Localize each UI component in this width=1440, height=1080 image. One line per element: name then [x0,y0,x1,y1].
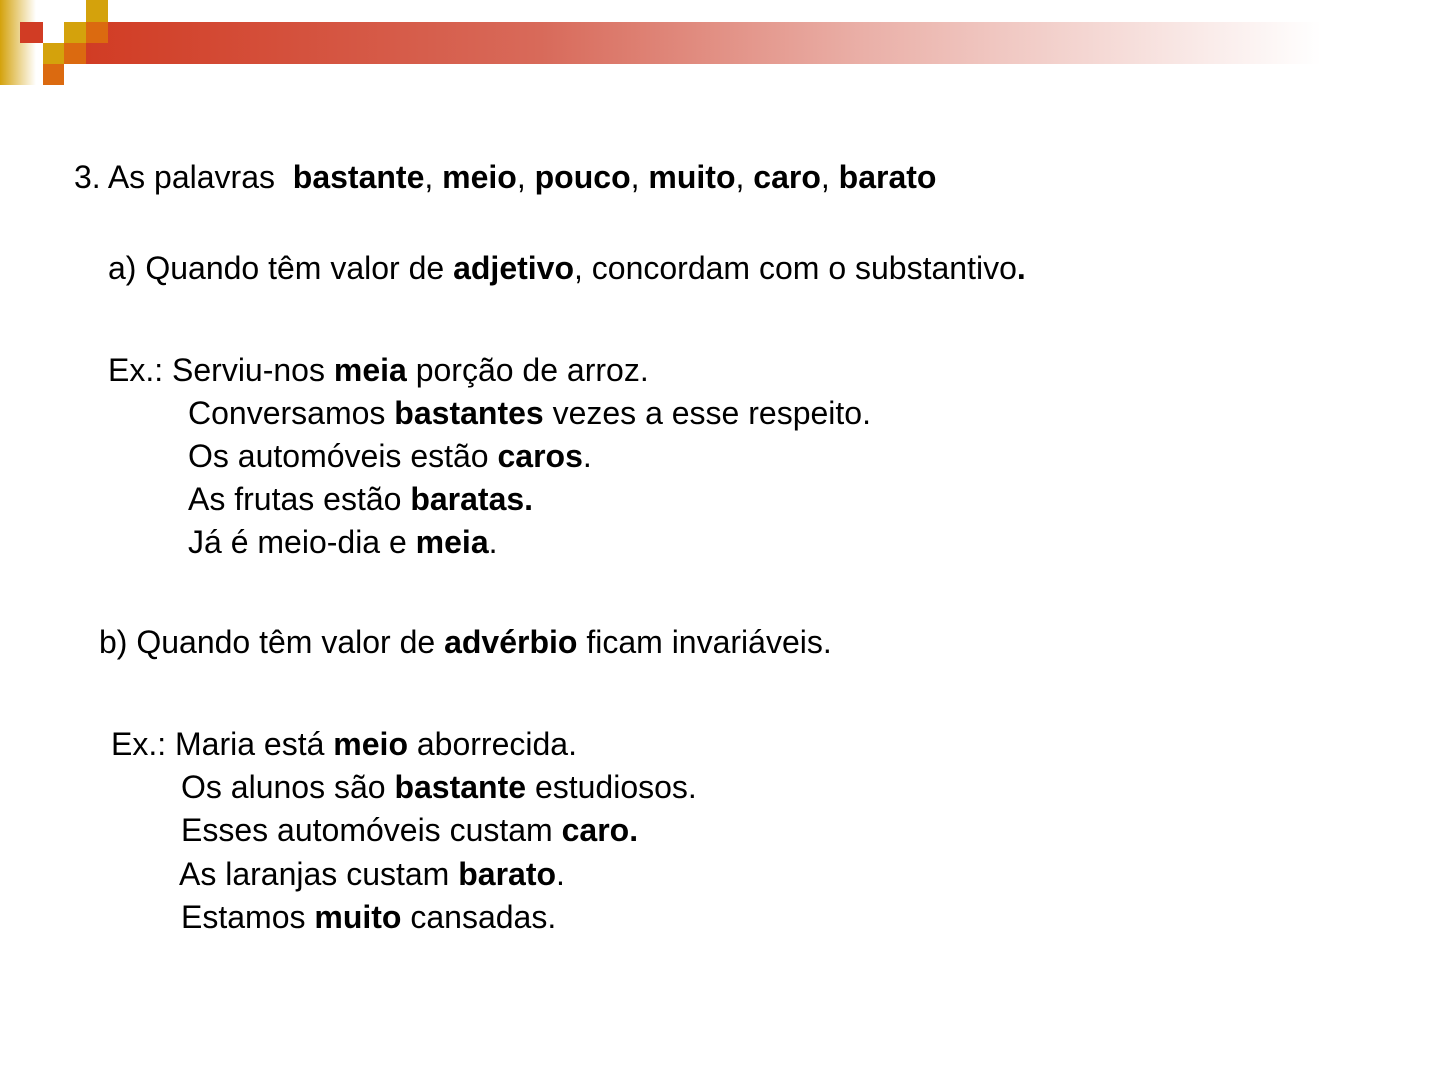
bold-text: barato [458,856,557,892]
header-gradient-bar [86,22,1386,64]
text: As laranjas custam [179,856,459,892]
bold-text: meio [442,159,517,195]
example-a-5 [188,523,498,561]
text: 3. As palavras [74,159,293,195]
square [86,0,108,22]
bold-text: bastante [292,159,425,195]
heading [74,158,936,196]
text: . [556,856,565,892]
text: vezes a esse respeito. [543,395,871,431]
example-a-4 [188,480,533,518]
text: Ex.: Serviu-nos [108,352,334,388]
text: Esses automóveis custam [181,812,562,848]
bold-text: meio [333,726,408,762]
text: Os alunos são [181,769,395,805]
part-b-rule [99,623,832,661]
bold-text: caro [753,159,821,195]
square [64,22,86,43]
text: cansadas. [401,899,557,935]
example-b-1 [111,725,577,763]
text: Estamos [181,899,315,935]
bold-text: caros [497,438,583,474]
text: , [516,159,535,195]
bold-text: bastantes [394,395,544,431]
example-b-5 [181,898,556,936]
text: Os automóveis estão [188,438,498,474]
text: , [424,159,443,195]
text: porção de arroz. [406,352,649,388]
example-a-3 [188,437,592,475]
bold-text: . [1016,250,1026,286]
bold-text: barato [838,159,937,195]
square [43,64,64,85]
bold-text: muito [648,159,736,195]
bold-text: baratas. [410,481,534,517]
text: a) Quando têm valor de [108,250,454,286]
square [43,43,64,64]
text: , concordam com o substantivo [574,250,1017,286]
text: aborrecida. [407,726,577,762]
text: Ex.: Maria está [111,726,334,762]
square [64,43,86,64]
bold-text: meia [333,352,407,388]
text: Já é meio-dia e [188,524,416,560]
bold-text: caro. [561,812,639,848]
text: ficam invariáveis. [577,624,832,660]
bold-text: meia [415,524,489,560]
text: , [820,159,839,195]
bold-text: adjetivo [453,250,574,286]
example-a-2 [188,394,871,432]
bold-text: bastante [394,769,527,805]
text: estudiosos. [526,769,697,805]
text: b) Quando têm valor de [99,624,445,660]
bold-text: advérbio [444,624,578,660]
text: , [735,159,754,195]
text: , [630,159,649,195]
example-b-4 [179,855,565,893]
text: . [488,524,498,560]
square [86,22,108,43]
part-a-rule [108,249,1026,287]
text: . [582,438,592,474]
bold-text: muito [314,899,402,935]
example-b-3 [181,811,638,849]
text: As frutas estão [188,481,411,517]
text: Conversamos [188,395,395,431]
square [20,22,43,43]
example-a-1 [108,351,649,389]
bold-text: pouco [534,159,631,195]
example-b-2 [181,768,697,806]
